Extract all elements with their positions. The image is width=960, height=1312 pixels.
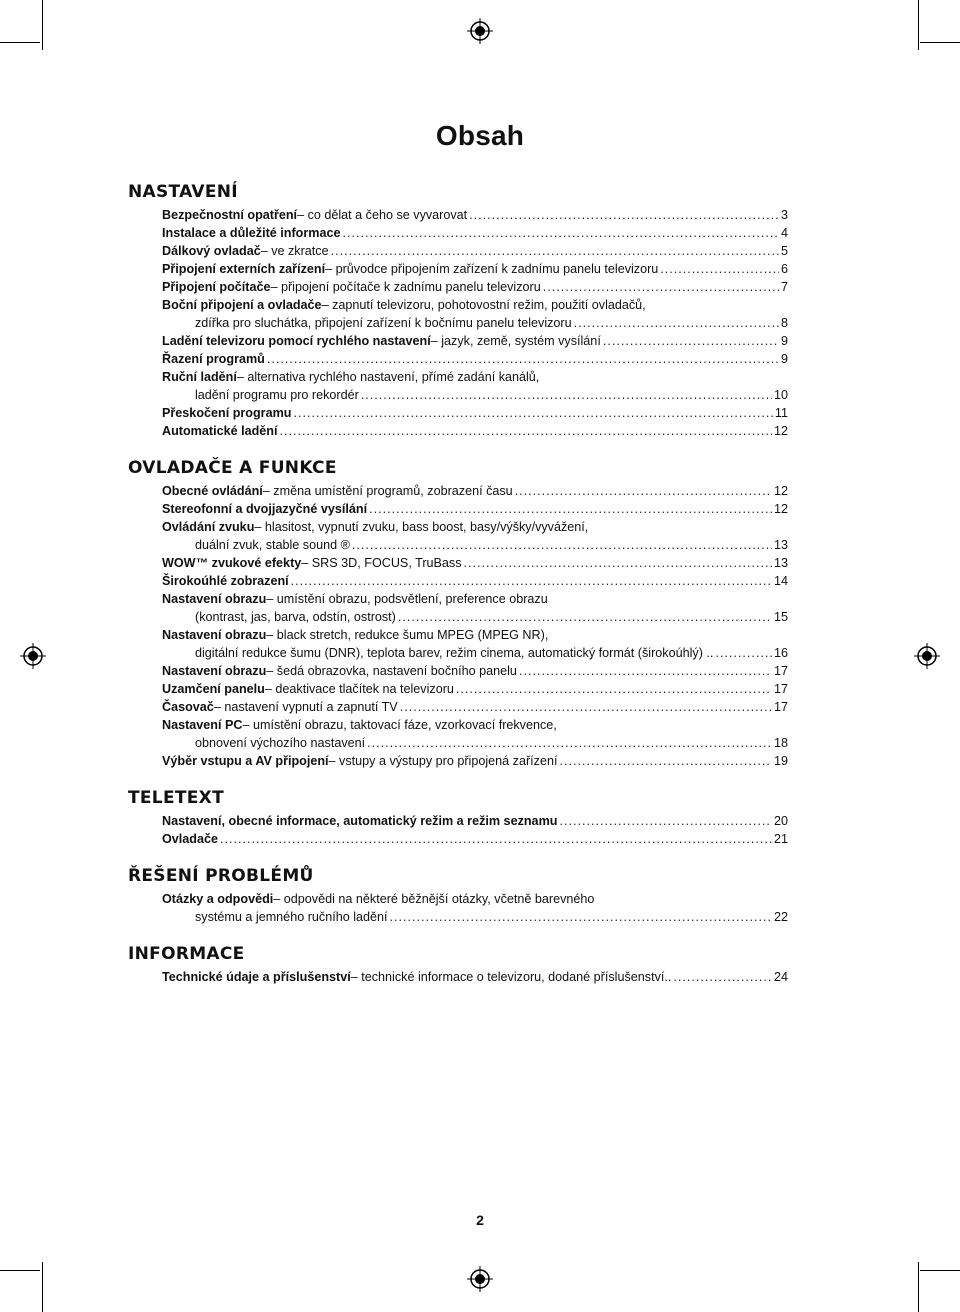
page-reference: 17 (773, 682, 788, 696)
toc-entry[interactable] (162, 404, 788, 422)
dot-leader (367, 734, 772, 752)
entry-title: Ovládání zvuku (162, 520, 255, 534)
dot-leader (267, 350, 779, 368)
page-title: Obsah (435, 120, 525, 151)
page-reference: 15 (773, 610, 788, 624)
entry-title: Technické údaje a příslušenství (162, 970, 351, 984)
toc-section (128, 866, 788, 926)
entry-title: Nastavení PC (162, 718, 243, 732)
toc-line (162, 608, 788, 626)
toc-line (162, 626, 788, 644)
page-reference: 14 (773, 574, 788, 588)
crop-mark (0, 42, 40, 43)
entry-description: digitální redukce šumu (DNR), teplota barev, režim cinema, automatický formát (širokoúhlý) .. (195, 646, 714, 660)
toc-entry[interactable] (162, 968, 788, 986)
section-heading: NASTAVENÍ (128, 182, 238, 202)
entry-description: – umístění obrazu, podsvětlení, preference obrazu (266, 592, 548, 606)
crop-mark (0, 1270, 40, 1271)
page-reference: 12 (773, 484, 788, 498)
entry-title: Uzamčení panelu (162, 682, 265, 696)
page-reference: 5 (780, 244, 788, 258)
page-reference: 24 (773, 970, 788, 984)
entry-title: Dálkový ovladač (162, 244, 261, 258)
dot-leader (673, 968, 772, 986)
dot-leader (456, 680, 772, 698)
crop-mark (920, 1270, 960, 1271)
entry-description: obnovení výchozího nastavení (195, 736, 366, 750)
toc-line (162, 968, 788, 986)
toc-line (162, 662, 788, 680)
entry-description: – průvodce připojením zařízení k zadnímu panelu televizoru (325, 262, 659, 276)
toc-entry[interactable] (162, 482, 788, 500)
dot-leader (293, 404, 772, 422)
entry-title: WOW™ zvukové efekty (162, 556, 302, 570)
toc-line (162, 368, 788, 386)
entry-description: – odpovědi na některé běžnější otázky, včetně barevného (273, 892, 595, 906)
toc-entry[interactable] (162, 890, 788, 926)
toc-line (162, 260, 788, 278)
page-reference: 17 (773, 700, 788, 714)
dot-leader (220, 830, 772, 848)
entry-title: Řazení programů (162, 352, 265, 366)
section-heading: OVLADAČE A FUNKCE (128, 458, 337, 478)
page-reference: 13 (773, 556, 788, 570)
toc-entry[interactable] (162, 332, 788, 350)
toc-entry[interactable] (162, 572, 788, 590)
dot-leader (515, 482, 772, 500)
page-reference: 17 (773, 664, 788, 678)
toc-line (162, 716, 788, 734)
toc-entry[interactable] (162, 422, 788, 440)
entry-description: – ve zkratce (260, 244, 329, 258)
dot-leader (398, 608, 772, 626)
toc-section (128, 944, 788, 986)
entry-description: – připojení počítače k zadnímu panelu televizoru (270, 280, 541, 294)
entry-description: – umístění obrazu, taktovací fáze, vzorkovací frekvence, (242, 718, 557, 732)
toc-entry[interactable] (162, 296, 788, 332)
entry-title: Připojení počítače (162, 280, 271, 294)
toc-line (162, 332, 788, 350)
dot-leader (574, 314, 779, 332)
entry-description: zdířka pro sluchátka, připojení zařízení k bočnímu panelu televizoru (195, 316, 572, 330)
entry-title: Obecné ovládání (162, 484, 263, 498)
dot-leader (400, 698, 772, 716)
dot-leader (543, 278, 779, 296)
entry-description: ladění programu pro rekordér (195, 388, 359, 402)
toc-entry[interactable] (162, 752, 788, 770)
dot-leader (390, 908, 772, 926)
toc-entry[interactable] (162, 812, 788, 830)
dot-leader (342, 224, 779, 242)
toc-line (162, 206, 788, 224)
toc-line (162, 590, 788, 608)
page-reference: 13 (773, 538, 788, 552)
toc-entry[interactable] (162, 206, 788, 224)
page-reference: 8 (780, 316, 788, 330)
toc-line (162, 482, 788, 500)
page-reference: 16 (773, 646, 788, 660)
toc-line (162, 554, 788, 572)
page-reference: 10 (773, 388, 788, 402)
entry-description: – alternativa rychlého nastavení, přímé zadání kanálů, (236, 370, 540, 384)
entry-description: – black stretch, redukce šumu MPEG (MPEG NR), (266, 628, 549, 642)
toc-line (162, 572, 788, 590)
dot-leader (279, 422, 772, 440)
toc-line (162, 680, 788, 698)
toc-entry[interactable] (162, 626, 788, 662)
toc-entry[interactable] (162, 716, 788, 752)
entry-title: Ruční ladění (162, 370, 237, 384)
registration-mark-icon (467, 18, 493, 44)
table-of-contents (128, 182, 788, 1004)
toc-entry[interactable] (162, 500, 788, 518)
entry-description: systému a jemného ručního ladění (195, 910, 388, 924)
entry-description: – šedá obrazovka, nastavení bočního panelu (266, 664, 517, 678)
toc-entry[interactable] (162, 830, 788, 848)
toc-line (162, 296, 788, 314)
toc-line (162, 890, 788, 908)
page-reference: 19 (773, 754, 788, 768)
registration-mark-icon (20, 643, 46, 669)
entry-description: – deaktivace tlačítek na televizoru (264, 682, 454, 696)
entry-title: Výběr vstupu a AV připojení (162, 754, 329, 768)
dot-leader (291, 572, 772, 590)
dot-leader (369, 500, 772, 518)
page-reference: 7 (780, 280, 788, 294)
dot-leader (603, 332, 779, 350)
registration-mark-icon (914, 643, 940, 669)
page-reference: 4 (780, 226, 788, 240)
entry-title: Časovač (162, 700, 214, 714)
entry-description: – zapnutí televizoru, pohotovostní režim, použití ovladačů, (321, 298, 646, 312)
entry-description: (kontrast, jas, barva, odstín, ostrost) (195, 610, 396, 624)
toc-entry[interactable] (162, 698, 788, 716)
toc-line (162, 734, 788, 752)
page-reference: 22 (773, 910, 788, 924)
entry-description: – co dělat a čeho se vyvarovat (297, 208, 468, 222)
dot-leader (331, 242, 779, 260)
dot-leader (660, 260, 779, 278)
entry-title: Širokoúhlé zobrazení (162, 574, 289, 588)
page-reference: 18 (773, 736, 788, 750)
toc-line (162, 812, 788, 830)
toc-entry[interactable] (162, 260, 788, 278)
dot-leader (361, 386, 772, 404)
dot-leader (715, 644, 772, 662)
page-reference: 6 (780, 262, 788, 276)
page-reference: 11 (774, 406, 788, 420)
entry-description: – změna umístění programů, zobrazení času (262, 484, 513, 498)
toc-line (162, 830, 788, 848)
toc-line (162, 386, 788, 404)
page-reference: 3 (780, 208, 788, 222)
entry-title: Automatické ladění (162, 424, 278, 438)
page-reference: 9 (780, 352, 788, 366)
dot-leader (559, 752, 772, 770)
toc-line (162, 518, 788, 536)
toc-entry[interactable] (162, 554, 788, 572)
entry-title: Nastavení obrazu (162, 628, 267, 642)
entry-description: – SRS 3D, FOCUS, TruBass (301, 556, 462, 570)
toc-entry[interactable] (162, 518, 788, 554)
toc-line (162, 404, 788, 422)
section-heading: INFORMACE (128, 944, 245, 964)
toc-line (162, 350, 788, 368)
entry-title: Otázky a odpovědi (162, 892, 274, 906)
entry-description: duální zvuk, stable sound ® (195, 538, 350, 552)
toc-entry[interactable] (162, 662, 788, 680)
toc-line (162, 698, 788, 716)
toc-line (162, 536, 788, 554)
toc-line (162, 908, 788, 926)
toc-line (162, 752, 788, 770)
entry-title: Stereofonní a dvojjazyčné vysílání (162, 502, 368, 516)
toc-entry[interactable] (162, 224, 788, 242)
toc-line (162, 278, 788, 296)
page-reference: 12 (773, 424, 788, 438)
section-heading: ŘEŠENÍ PROBLÉMŮ (128, 866, 314, 886)
toc-line (162, 500, 788, 518)
dot-leader (559, 812, 772, 830)
entry-title: Bezpečnostní opatření (162, 208, 298, 222)
entry-title: Přeskočení programu (162, 406, 292, 420)
registration-mark-icon (467, 1266, 493, 1292)
dot-leader (464, 554, 772, 572)
toc-line (162, 224, 788, 242)
entry-description: – hlasitost, vypnutí zvuku, bass boost, basy/výšky/vyvážení, (254, 520, 589, 534)
entry-title: Připojení externích zařízení (162, 262, 326, 276)
toc-entry[interactable] (162, 368, 788, 404)
entry-title: Instalace a důležité informace (162, 226, 341, 240)
page-reference: 20 (773, 814, 788, 828)
toc-line (162, 644, 788, 662)
page-reference: 21 (773, 832, 788, 846)
entry-title: Nastavení obrazu (162, 664, 267, 678)
entry-title: Nastavení, obecné informace, automatický režim a režim seznamu (162, 814, 558, 828)
entry-title: Boční připojení a ovladače (162, 298, 322, 312)
toc-entry[interactable] (162, 242, 788, 260)
dot-leader (352, 536, 772, 554)
crop-mark (42, 1262, 43, 1312)
toc-section (128, 788, 788, 848)
entry-title: Nastavení obrazu (162, 592, 267, 606)
toc-entry[interactable] (162, 590, 788, 626)
toc-entry[interactable] (162, 680, 788, 698)
crop-mark (918, 0, 919, 50)
entry-description: – vstupy a výstupy pro připojená zařízení (328, 754, 558, 768)
crop-mark (918, 1262, 919, 1312)
entry-description: – nastavení vypnutí a zapnutí TV (213, 700, 398, 714)
crop-mark (920, 42, 960, 43)
entry-title: Ladění televizoru pomocí rychlého nastavení (162, 334, 431, 348)
toc-section (128, 182, 788, 440)
crop-mark (42, 0, 43, 50)
dot-leader (519, 662, 772, 680)
entry-title: Ovladače (162, 832, 219, 846)
toc-entry[interactable] (162, 350, 788, 368)
toc-line (162, 314, 788, 332)
toc-line (162, 422, 788, 440)
toc-section (128, 458, 788, 770)
page-reference: 9 (780, 334, 788, 348)
entry-description: – jazyk, země, systém vysílání (430, 334, 601, 348)
dot-leader (469, 206, 779, 224)
toc-entry[interactable] (162, 278, 788, 296)
page-reference: 12 (773, 502, 788, 516)
page-number: 2 (476, 1212, 484, 1228)
section-heading: TELETEXT (128, 788, 224, 808)
toc-line (162, 242, 788, 260)
entry-description: – technické informace o televizoru, dodané příslušenství.. (350, 970, 672, 984)
